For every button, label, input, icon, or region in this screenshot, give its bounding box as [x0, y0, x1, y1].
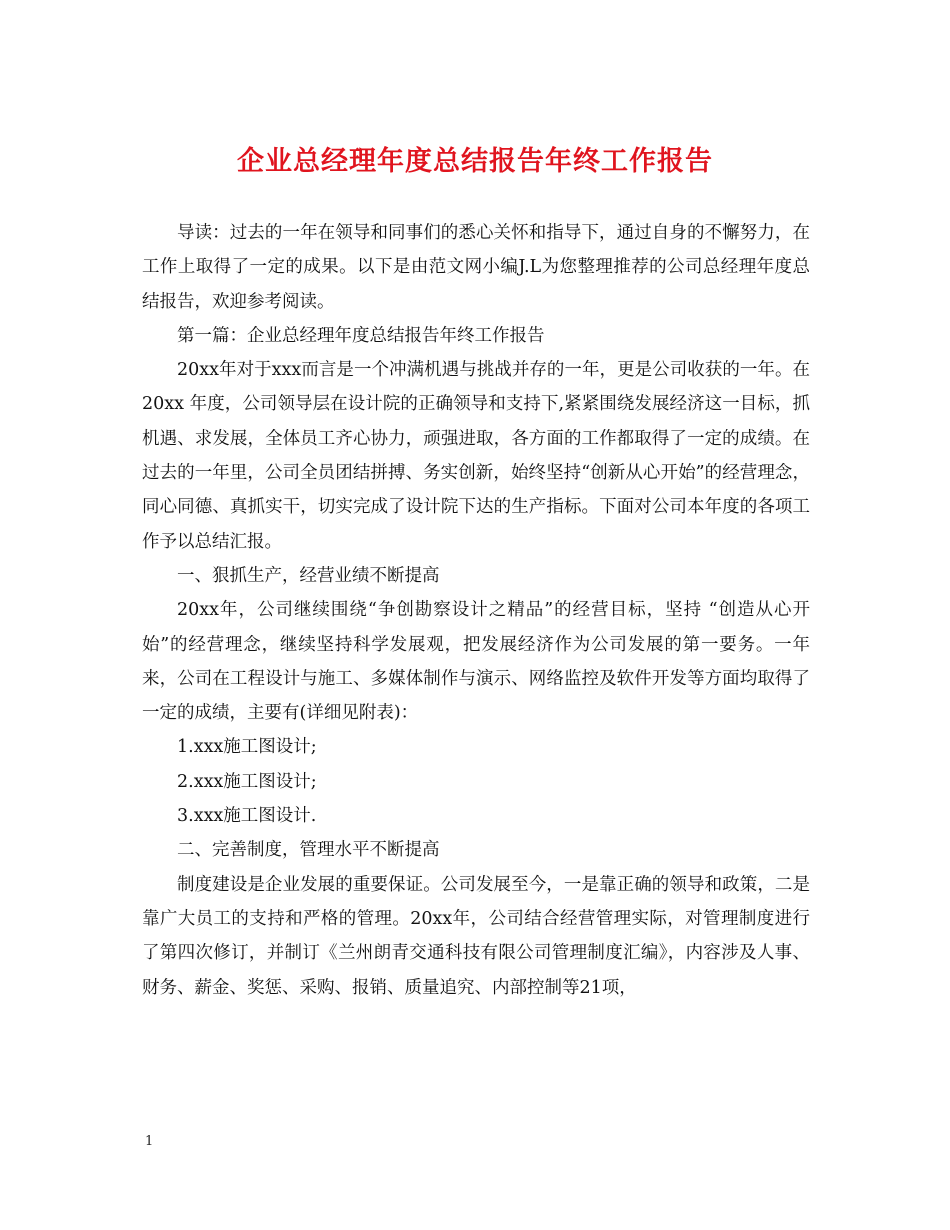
paragraph-intro: 导读：过去的一年在领导和同事们的悉心关怀和指导下，通过自身的不懈努力，在工作上取得了一定的成果。以下是由范文网小编J.L为您整理推荐的公司总经理年度总结报告，欢迎参考阅读。 [142, 223, 810, 312]
paragraph-overview: 20xx年对于xxx而言是一个冲满机遇与挑战并存的一年，更是公司收获的一年。在20xx 年度，公司领导层在设计院的正确领导和支持下,紧紧围绕发展经济这一目标，抓机遇、求发展，全体员工齐心协力，顽强进取，各方面的工作都取得了一定的成绩。在过去的一年里，公司全员团结拼搏、务实创新，始终坚持“创新从心开始”的经营理念，同心同德、真抓实干，切实完成了设计院下达的生产指标。下面对公司本年度的各项工作予以总结汇报。 [142, 360, 810, 552]
section-heading-management: 二、完善制度，管理水平不断提高 [177, 840, 440, 861]
list-item-3: 3.xxx施工图设计. [177, 806, 317, 827]
list-item-1: 1.xxx施工图设计; [177, 737, 317, 758]
paragraph-management: 制度建设是企业发展的重要保证。公司发展至今，一是靠正确的领导和政策，二是靠广大员工的支持和严格的管理。20xx年，公司结合经营管理实际，对管理制度进行了第四次修订，并制订《兰州朗青交通科技有限公司管理制度汇编》，内容涉及人事、财务、薪金、奖惩、采购、报销、质量追究、内部控制等21项， [142, 874, 810, 998]
list-item-2: 2.xxx施工图设计; [177, 771, 317, 792]
document-body [142, 216, 810, 1005]
document-title: 企业总经理年度总结报告年终工作报告 [237, 146, 713, 177]
paragraph-production: 20xx年，公司继续围绕“争创勘察设计之精品”的经营目标，坚持 “创造从心开始”的经营理念，继续坚持科学发展观，把发展经济作为公司发展的第一要务。一年来，公司在工程设计与施工、多媒体制作与演示、网络监控及软件开发等方面均取得了一定的成绩，主要有(详细见附表)： [142, 600, 810, 724]
paragraph-part-one-heading: 第一篇：企业总经理年度总结报告年终工作报告 [177, 325, 545, 346]
section-heading-production: 一、狠抓生产，经营业绩不断提高 [177, 565, 440, 586]
page-number: 1 [145, 1134, 154, 1149]
